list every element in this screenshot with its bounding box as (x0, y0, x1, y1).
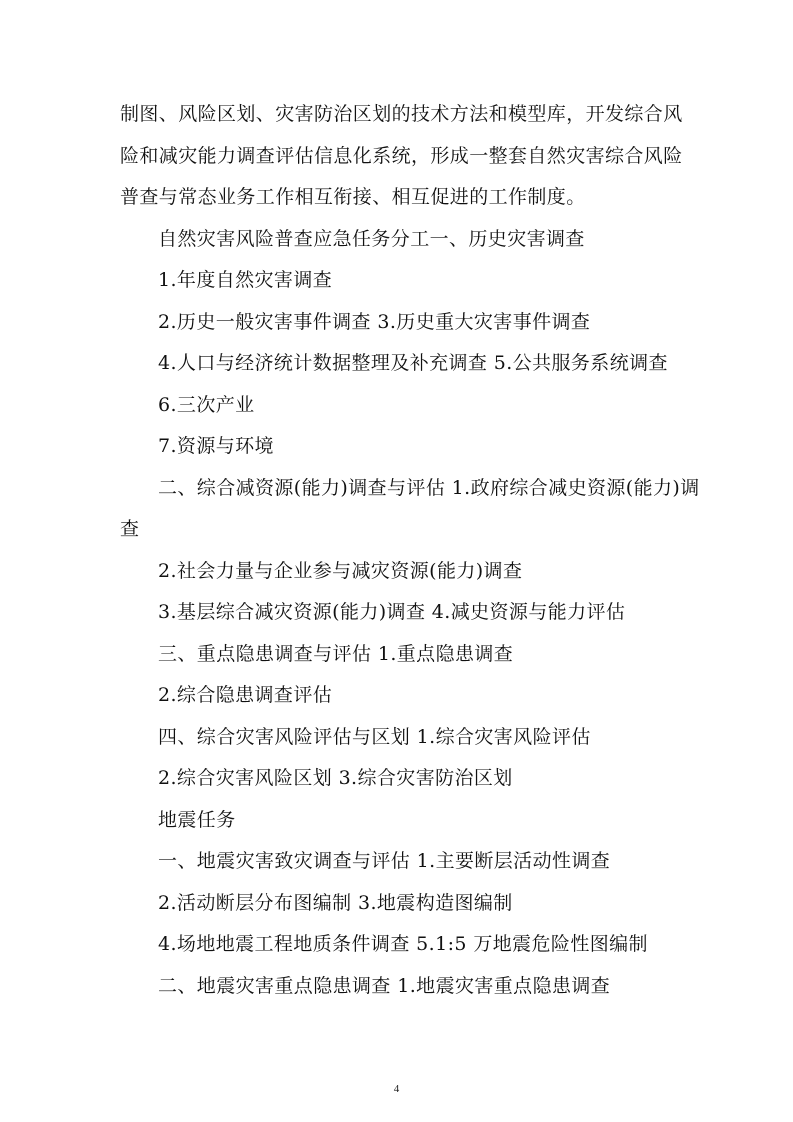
list-item: 2.综合隐患调查评估 (158, 684, 333, 706)
section-heading: 地震任务 (158, 808, 236, 831)
list-item: 2.历史一般灾害事件调查 3.历史重大灾害事件调查 (158, 310, 591, 333)
list-item: 3.基层综合减灾资源(能力)调查 4.减史资源与能力评估 (158, 601, 626, 623)
list-item: 2.社会力量与企业参与减灾资源(能力)调查 (158, 559, 523, 582)
text-line: 查 (120, 518, 140, 540)
text-line: 险和减灾能力调查评估信息化系统，形成一整套自然灾害综合风险 (120, 144, 683, 167)
list-item: 4.人口与经济统计数据整理及补充调查 5.公共服务系统调查 (158, 352, 668, 374)
section-heading: 三、重点隐患调查与评估 1.重点隐患调查 (158, 642, 514, 665)
text-line: 普查与常态业务工作相互衔接、相互促进的工作制度。 (120, 186, 586, 208)
list-item: 7.资源与环境 (158, 435, 274, 457)
section-heading: 二、综合减资源(能力)调查与评估 1.政府综合减史资源(能力)调 (158, 476, 700, 499)
list-item: 2.活动断层分布图编制 3.地震构造图编制 (158, 891, 513, 914)
list-item: 2.综合灾害风险区划 3.综合灾害防治区划 (158, 767, 513, 789)
section-heading: 四、综合灾害风险评估与区划 1.综合灾害风险评估 (158, 725, 591, 748)
list-item: 1.年度自然灾害调查 (158, 269, 333, 291)
page-number: 4 (393, 1083, 400, 1095)
list-item: 6.三次产业 (158, 393, 255, 416)
text-line: 制图、风险区划、灾害防治区划的技术方法和模型库，开发综合风 (120, 103, 683, 125)
list-item: 4.场地地震工程地质条件调查 5.1:5 万地震危险性图编制 (158, 933, 648, 955)
section-heading: 二、地震灾害重点隐患调查 1.地震灾害重点隐患调查 (158, 974, 611, 997)
document-body (120, 94, 700, 1007)
section-heading: 自然灾害风险普查应急任务分工一、历史灾害调查 (158, 227, 585, 250)
section-heading: 一、地震灾害致灾调查与评估 1.主要断层活动性调查 (158, 850, 611, 872)
